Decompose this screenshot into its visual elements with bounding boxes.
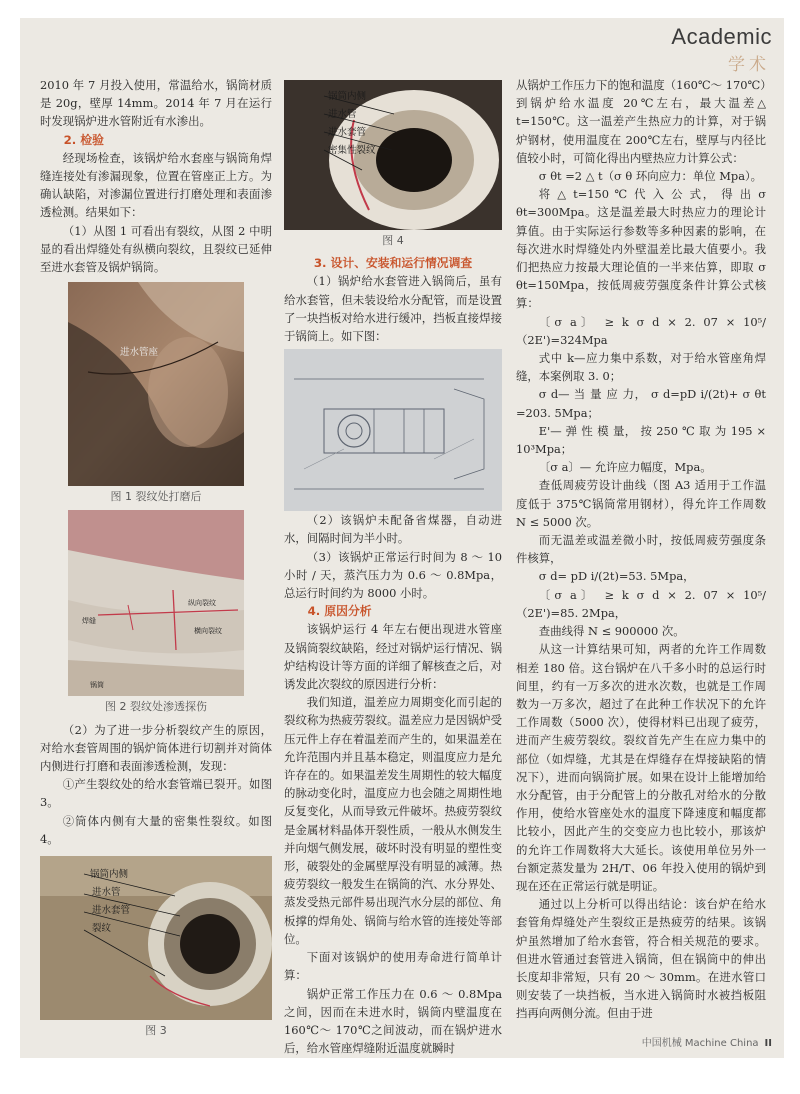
calc-paragraph-5: 从这一计算结果可知，两者的允许工作周数相差 180 倍。这台锅炉在八千多小时的总运行时间里，约有一万多次的进水次数，也就是工作周数为一万多次，超过了在此种工作状况下的允许工作周数（5000 次），使得材料已出现了疲劳，进而产生疲劳裂纹。裂纹首先产生在应力集中的部位（如焊缝，尤其是在焊缝存在焊接缺陷的情况下），进而向锅筒扩展。如果在设计上能增加给水分配管，由于分配管上的分散孔对给水的分散作用，使给水管座处水的温度下降速度和幅度都比较小，因此产生的交变应力也比较小，那该炉的允许工作周数将大大延长。该使用单位另外一台额定蒸发量为 2H/T、06 年投入使用的锅炉到现在还在正常运行就是明证。 [516,642,766,893]
formula-sigma-a-def: 〔σ a〕— 允许应力幅度，Mpa。 [538,460,712,475]
figure-2-label-transverse: 横向裂纹 [194,627,222,636]
calc-paragraph-1: 从锅炉工作压力下的饱和温度（160℃～ 170℃）到锅炉给水温度 20℃左右，最大温差△ t=150℃。这一温差产生热应力的计算，对于锅炉钢材，使用温度在 200℃左右，壁厚与内径比值较小时，可简化得出内壁热应力计算公式： [516,78,766,165]
section-heading-cause: 4. 原因分析 [307,604,372,619]
brand-academic: Academic [671,24,772,49]
figure-3-label-inlet-pipe: 进水管 [92,887,121,899]
figure-4-photo [284,80,502,230]
figure-3-label-drum-inside: 锅筒内侧 [90,869,129,881]
inspection-paragraph: 经现场检查，该锅炉给水套座与锅筒角焊缝连接处有渗漏现象，位置在管座正上方。为确认缺陷，对渗漏位置进行打磨处理和表面渗透检测。结果如下： [40,150,272,220]
brand-xueshu: 学术 [728,55,770,75]
conclusion-paragraph: 通过以上分析可以得出结论：该台炉在给水套管角焊缝处产生裂纹正是热疲劳的结果。该锅炉虽然增加了给水套管，符合相关规范的要求。但进水管通过套管进入锅筒，但在锅筒中的伸出长度却非常短，只有 20 ～ 30mm。在进水管口则安装了一块挡板，当水进入锅筒时水被挡板阻挡再向两侧分流。但由于进 [516,897,766,1021]
figure-4-label-inlet-sleeve: 进水套管 [328,127,367,138]
figure-4-label-dense-crack: 密集性裂纹 [328,145,376,156]
column-2 [284,80,502,1057]
figure-3-photo [40,856,272,1020]
finding-1-paragraph: ①产生裂纹处的给水套管端已裂开。如图 3。 [40,777,272,810]
cause-paragraph-3: 下面对该锅炉的使用寿命进行简单计算： [284,950,502,983]
figure-4-label-inlet-pipe: 进水管 [328,109,357,120]
figure-3-label-inlet-sleeve: 进水套管 [92,905,131,917]
design-paragraph-3: （3）该锅炉正常运行时间为 8 ～ 10 小时 / 天，蒸汽压力为 0.6 ～ 0.8Mpa，总运行时间约为 8000 小时。 [284,549,502,601]
figure-1-label: 进水管座 [120,347,159,359]
calc-paragraph-2: 将 △ t=150 ℃ 代 入 公 式， 得 出 σ θt=300Mpa。这是温差最大时热应力的理论计算值。由于实际运行参数等多种因素的影响，在每次进水时焊缝处内外壁温差比最大值要小。我们把热应力按最大理论值的一半来估算，即取 σ θt=150Mpa，按低周疲劳强度条件计算公式核算： [516,187,766,311]
figure-3-label-crack: 裂纹 [92,923,112,935]
figure-4-label-drum-inside: 锅筒内侧 [328,91,367,102]
cause-paragraph-4: 锅炉正常工作压力在 0.6 ～ 0.8Mpa 之间，因而在未进水时，锅筒内壁温度在 160℃～ 170℃之间波动，而在锅炉进水后，给水管座焊缝附近温度就瞬时 [284,986,502,1056]
figure-baffle-drawing [284,349,502,511]
figure-2-caption: 图 2 裂纹处渗透探伤 [105,700,207,714]
formula-hoop-stress: σ θt =2 △ t（σ θ 环向应力：单位 Mpa）。 [538,169,763,184]
figure-1-caption: 图 1 裂纹处打磨后 [110,490,202,504]
calc-paragraph-3: 查低周疲劳设计曲线（图 A3 适用于工作温度低于 375℃锅筒常用钢材），得允许工作周数 N ≤ 5000 次。 [516,478,766,529]
item-2-paragraph: （2）为了进一步分析裂纹产生的原因，对给水套管周围的锅炉筒体进行切割并对筒体内侧进行打磨和表面渗透检测，发现： [40,722,272,774]
figure-3-caption: 图 3 [145,1024,167,1038]
formula-cycles: 查曲线得 N ≤ 900000 次。 [538,624,685,639]
page-footer [642,1034,772,1049]
formula-allowable-1: 〔σ a〕 ≥ k σ d × 2. 07 × 10⁵/（2E')=324Mpa [516,314,766,347]
figure-2-label-weld: 焊缝 [82,617,96,626]
cause-paragraph-1: 该锅炉运行 4 年左右便出现进水管座及锅筒裂纹缺陷，经过对锅炉运行情况、锅炉结构设计等方面的详细了解核查之后，对诱发此次裂纹的原因进行分析： [284,622,502,692]
formula-modulus: E'— 弹 性 模 量， 按 250 ℃ 取 为 195 × 10³Mpa； [516,423,766,457]
design-paragraph-2: （2）该锅炉未配备省煤器，自动进水，间隔时间为半小时。 [284,513,502,546]
figure-2-label-longitudinal: 纵向裂纹 [188,599,216,608]
formula-k-def: 式中 k—应力集中系数，对于给水管座角焊缝，本案例取 3. 0； [516,351,766,384]
journal-name: 中国机械 Machine China [641,1038,759,1049]
figure-4-caption: 图 4 [382,234,404,247]
design-paragraph-1: （1）锅炉给水套管进入锅筒后，虽有给水套管，但未装设给水分配管，而是设置了一块挡板对给水进行缓冲，挡板直接焊接于锅筒上。如下图： [284,274,502,344]
cause-paragraph-2: 我们知道，温差应力周期变化而引起的裂纹称为热疲劳裂纹。温差应力是因锅炉受压元件上存在着温差而产生的，如果温差在允许范围内并且基本稳定，则温度应力是允许存在的。如果温差发生周期性的较大幅度的脉动变化时，温度应力也会随之周期性地反复变化，从而导致元件破坏。热疲劳裂纹是金属材料晶体开裂性质，一般从水侧发生并向烟气侧发展，破坏时没有明显的塑性变形，破裂处的金属壁厚没有明显的减薄。热疲劳裂纹一般发生在锅筒的汽、水分界处、蒸发受热元部件易出现汽水分层的部位、角板撑的焊角处、锅筒与给水管的连接处等部位。 [284,695,502,946]
finding-2-paragraph: ②筒体内侧有大量的密集性裂纹。如图 4。 [40,813,272,846]
section-heading-inspection: 2. 检验 [63,132,104,147]
column-1 [40,76,272,1044]
column-3 [516,76,766,1023]
figure-1-photo [68,282,244,486]
item-1-paragraph: （1）从图 1 可看出有裂纹，从图 2 中明显的看出焊缝处有纵横向裂纹，且裂纹已延伸至进水套管及锅炉锅筒。 [40,223,272,275]
figure-2-label-drum: 锅筒 [90,681,104,690]
figure-2-photo [68,510,244,696]
formula-sigma-d: σ d— 当 量 应 力， σ d=pD i/(2t)+ σ θt =203. 5Mpa； [516,387,766,420]
section-heading-design: 3. 设计、安装和运行情况调查 [313,256,473,271]
formula-sigma-d-2: σ d= pD i/(2t)=53. 5Mpa， [538,569,695,584]
calc-paragraph-4: 而无温差或温差微小时，按低周疲劳强度条件核算， [516,533,766,566]
formula-allowable-2: 〔σ a〕 ≥ k σ d × 2. 07 × 10⁵/（2E')=85. 2Mpa， [516,587,766,620]
page-number: II [764,1038,772,1049]
intro-paragraph: 2010 年 7 月投入使用，常温给水，锅筒材质是 20g，壁厚 14mm。2014 年 7 月在运行时发现锅炉进水管附近有水渗出。 [40,78,272,129]
